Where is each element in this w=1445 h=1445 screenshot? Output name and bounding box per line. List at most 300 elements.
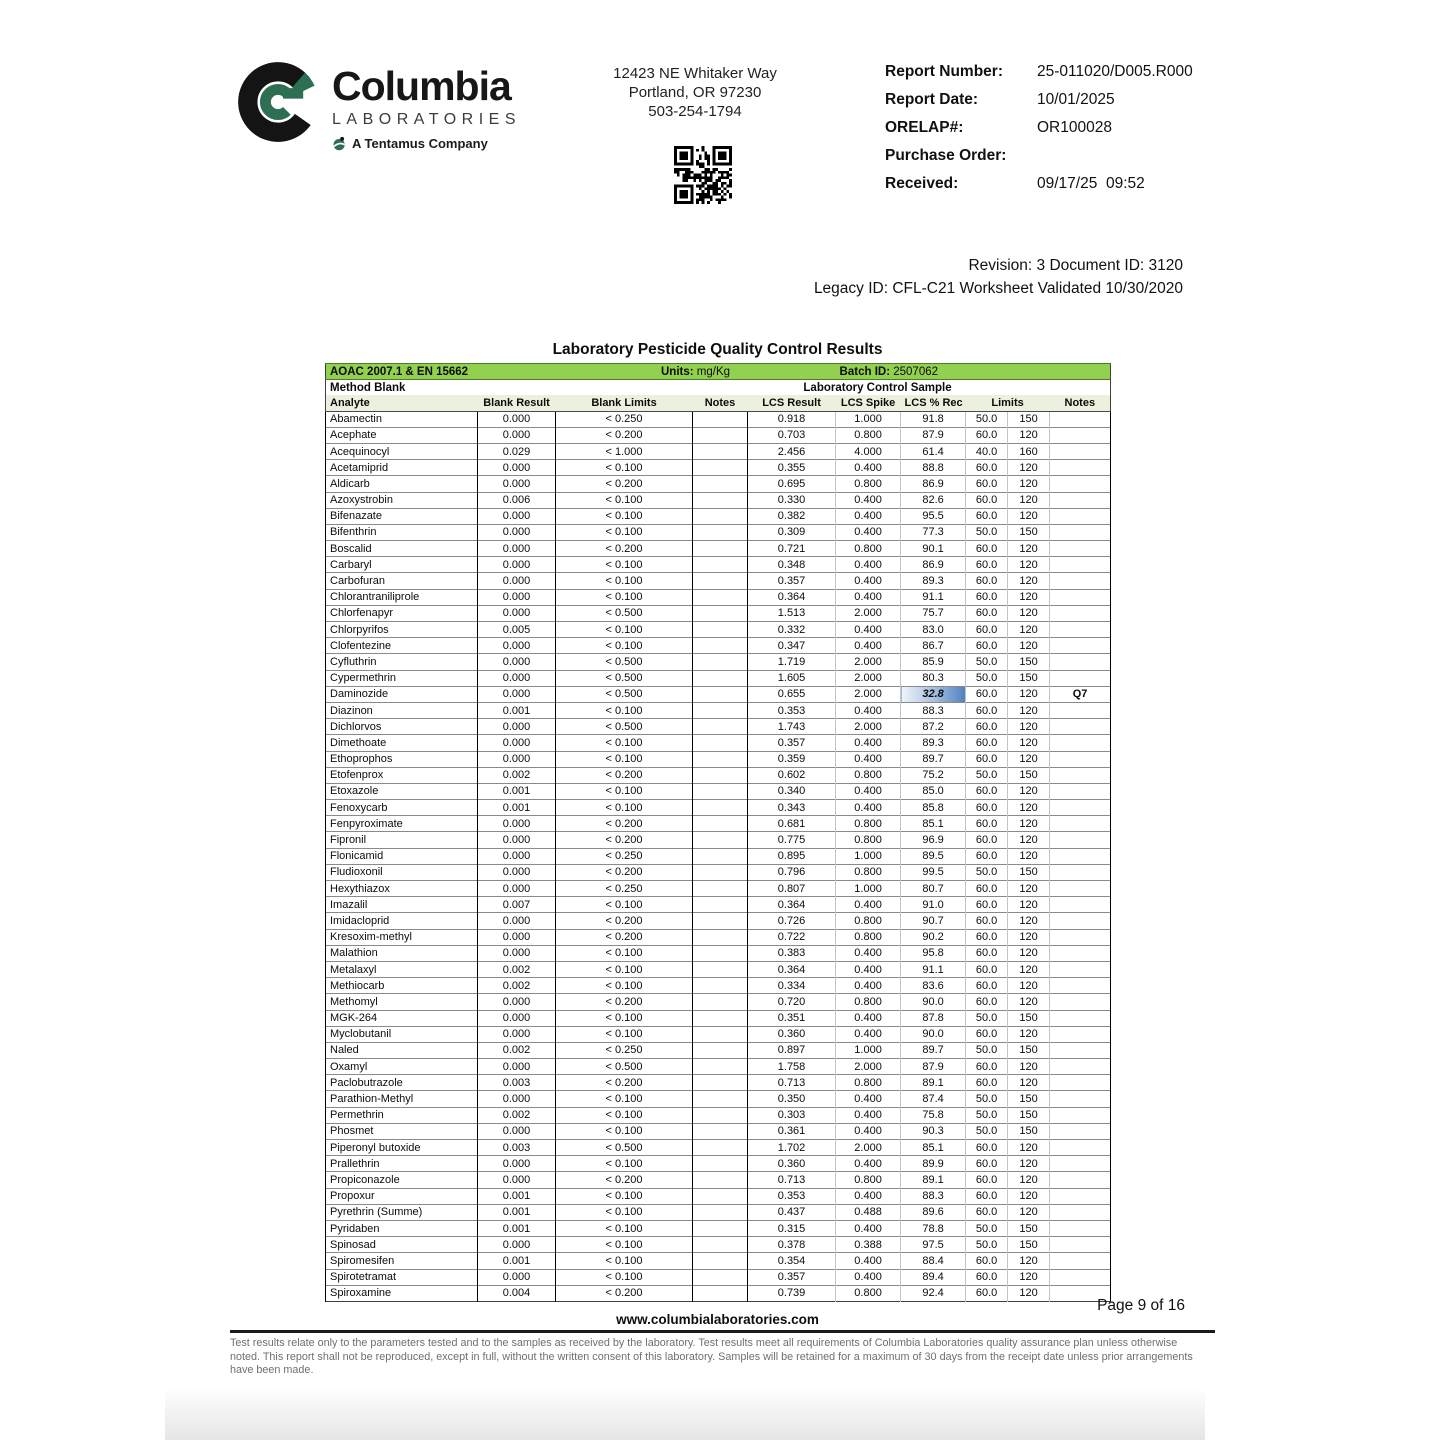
result-cell: 0.357: [748, 735, 836, 751]
address-line: 12423 NE Whitaker Way: [613, 65, 777, 82]
hi-cell: 120: [1008, 994, 1050, 1010]
hi-cell: 120: [1008, 1285, 1050, 1301]
result-cell: 0.720: [748, 994, 836, 1010]
hi-cell: 160: [1008, 443, 1050, 459]
spike-cell: 0.400: [836, 1123, 901, 1139]
result-cell: 0.334: [748, 978, 836, 994]
limit-cell: < 0.100: [556, 978, 693, 994]
spike-cell: 2.000: [836, 686, 901, 702]
mbnote-cell: [693, 541, 748, 557]
blank-cell: 0.001: [478, 1220, 556, 1236]
spike-cell: 0.400: [836, 800, 901, 816]
report-number-value: 25-011020/D005.R000: [1037, 63, 1193, 80]
received-value: 09/17/25 09:52: [1037, 175, 1145, 192]
rec-cell: 75.7: [901, 605, 966, 621]
analyte-cell: Permethrin: [326, 1107, 478, 1123]
lo-cell: 40.0: [966, 443, 1008, 459]
analyte-cell: Paclobutrazole: [326, 1075, 478, 1091]
limit-cell: < 0.100: [556, 524, 693, 540]
blank-cell: 0.000: [478, 557, 556, 573]
analyte-cell: Spiromesifen: [326, 1253, 478, 1269]
mbnote-cell: [693, 961, 748, 977]
result-cell: 0.796: [748, 864, 836, 880]
mbnote-cell: [693, 1042, 748, 1058]
mbnote-cell: [693, 1204, 748, 1220]
lo-cell: 60.0: [966, 751, 1008, 767]
hi-cell: 120: [1008, 427, 1050, 443]
rec-cell: 91.1: [901, 961, 966, 977]
mbnote-cell: [693, 427, 748, 443]
limit-cell: < 0.500: [556, 686, 693, 702]
note-cell: [1050, 1253, 1111, 1269]
rec-cell: 88.3: [901, 1188, 966, 1204]
mbnote-cell: [693, 443, 748, 459]
note-cell: [1050, 1107, 1111, 1123]
limit-cell: < 0.250: [556, 411, 693, 427]
mbnote-cell: [693, 476, 748, 492]
table-row: [326, 945, 1111, 961]
table-row: [326, 670, 1111, 686]
report-meta: [885, 63, 1193, 203]
result-cell: 0.713: [748, 1172, 836, 1188]
limit-cell: < 0.100: [556, 1269, 693, 1285]
lo-cell: 60.0: [966, 881, 1008, 897]
result-cell: 0.695: [748, 476, 836, 492]
note-cell: [1050, 1156, 1111, 1172]
spike-cell: 0.400: [836, 1010, 901, 1026]
table-row: [326, 832, 1111, 848]
result-cell: 0.360: [748, 1156, 836, 1172]
spike-cell: 0.488: [836, 1204, 901, 1220]
spike-cell: 0.800: [836, 1285, 901, 1301]
note-cell: [1050, 961, 1111, 977]
lo-cell: 60.0: [966, 1156, 1008, 1172]
lo-cell: 60.0: [966, 913, 1008, 929]
note-cell: [1050, 1075, 1111, 1091]
rec-cell: 86.9: [901, 557, 966, 573]
spike-cell: 0.400: [836, 1091, 901, 1107]
lo-cell: 60.0: [966, 945, 1008, 961]
limit-cell: < 0.100: [556, 460, 693, 476]
rec-cell: 92.4: [901, 1285, 966, 1301]
result-cell: 0.918: [748, 411, 836, 427]
limit-cell: < 0.100: [556, 1220, 693, 1236]
table-row: [326, 508, 1111, 524]
analyte-cell: Propoxur: [326, 1188, 478, 1204]
hi-cell: 120: [1008, 783, 1050, 799]
hi-cell: 120: [1008, 541, 1050, 557]
rec-cell: 87.4: [901, 1091, 966, 1107]
analyte-cell: MGK-264: [326, 1010, 478, 1026]
rec-cell: 75.8: [901, 1107, 966, 1123]
note-cell: [1050, 913, 1111, 929]
lo-cell: 60.0: [966, 460, 1008, 476]
rec-cell: 90.7: [901, 913, 966, 929]
mbnote-cell: [693, 702, 748, 718]
limit-cell: < 0.200: [556, 832, 693, 848]
analyte-cell: Imazalil: [326, 897, 478, 913]
limit-cell: < 0.200: [556, 864, 693, 880]
rec-cell: 96.9: [901, 832, 966, 848]
col-limits: Limits: [966, 395, 1050, 411]
table-row: [326, 1107, 1111, 1123]
limit-cell: < 0.100: [556, 961, 693, 977]
limit-cell: < 0.200: [556, 541, 693, 557]
analyte-cell: Methiocarb: [326, 978, 478, 994]
note-cell: [1050, 1172, 1111, 1188]
hi-cell: 120: [1008, 508, 1050, 524]
mbnote-cell: [693, 832, 748, 848]
mbnote-cell: [693, 1237, 748, 1253]
blank-cell: 0.000: [478, 1091, 556, 1107]
hi-cell: 120: [1008, 1269, 1050, 1285]
table-row: [326, 524, 1111, 540]
spike-cell: 0.400: [836, 573, 901, 589]
mbnote-cell: [693, 864, 748, 880]
rec-cell: 77.3: [901, 524, 966, 540]
hi-cell: 120: [1008, 1059, 1050, 1075]
analyte-cell: Cyfluthrin: [326, 654, 478, 670]
result-cell: 0.353: [748, 702, 836, 718]
lo-cell: 60.0: [966, 800, 1008, 816]
mbnote-cell: [693, 1140, 748, 1156]
lo-cell: 60.0: [966, 719, 1008, 735]
rec-cell: 85.9: [901, 654, 966, 670]
hi-cell: 120: [1008, 848, 1050, 864]
table-method-bar: [326, 364, 1111, 380]
blank-cell: 0.000: [478, 460, 556, 476]
limit-cell: < 0.500: [556, 654, 693, 670]
mbnote-cell: [693, 1253, 748, 1269]
table-row: [326, 719, 1111, 735]
table-row: [326, 913, 1111, 929]
table-row: [326, 1091, 1111, 1107]
rec-cell: 90.0: [901, 994, 966, 1010]
spike-cell: 0.800: [836, 832, 901, 848]
mbnote-cell: [693, 1075, 748, 1091]
website-link[interactable]: www.columbialaboratories.com: [616, 1312, 819, 1327]
spike-cell: 0.400: [836, 589, 901, 605]
hi-cell: 120: [1008, 1156, 1050, 1172]
lo-cell: 50.0: [966, 1091, 1008, 1107]
note-cell: [1050, 1204, 1111, 1220]
limit-cell: < 0.500: [556, 605, 693, 621]
blank-cell: 0.004: [478, 1285, 556, 1301]
lo-cell: 60.0: [966, 1253, 1008, 1269]
blank-cell: 0.000: [478, 524, 556, 540]
spike-cell: 2.000: [836, 654, 901, 670]
mbnote-cell: [693, 1269, 748, 1285]
blank-cell: 0.001: [478, 702, 556, 718]
hi-cell: 120: [1008, 573, 1050, 589]
blank-cell: 0.000: [478, 1172, 556, 1188]
hi-cell: 120: [1008, 702, 1050, 718]
rec-cell: 32.8: [901, 686, 966, 702]
logo-subtitle: LABORATORIES: [332, 111, 521, 128]
lo-cell: 60.0: [966, 735, 1008, 751]
spike-cell: 0.800: [836, 767, 901, 783]
blank-cell: 0.000: [478, 573, 556, 589]
blank-cell: 0.000: [478, 848, 556, 864]
mbnote-cell: [693, 897, 748, 913]
limit-cell: < 0.100: [556, 1123, 693, 1139]
spike-cell: 0.800: [836, 1075, 901, 1091]
lo-cell: 60.0: [966, 978, 1008, 994]
result-cell: 0.722: [748, 929, 836, 945]
result-cell: 1.719: [748, 654, 836, 670]
mbnote-cell: [693, 929, 748, 945]
spike-cell: 4.000: [836, 443, 901, 459]
note-cell: [1050, 832, 1111, 848]
table-row: [326, 557, 1111, 573]
rec-cell: 86.9: [901, 476, 966, 492]
rec-cell: 89.4: [901, 1269, 966, 1285]
lo-cell: 60.0: [966, 427, 1008, 443]
report-date-label: Report Date:: [885, 91, 979, 108]
table-row: [326, 735, 1111, 751]
lo-cell: 60.0: [966, 1188, 1008, 1204]
table-row: [326, 961, 1111, 977]
note-cell: [1050, 864, 1111, 880]
result-cell: 0.383: [748, 945, 836, 961]
table-row: [326, 1042, 1111, 1058]
mbnote-cell: [693, 1220, 748, 1236]
spike-cell: 0.400: [836, 1188, 901, 1204]
note-cell: [1050, 897, 1111, 913]
orelap-value: OR100028: [1037, 119, 1112, 136]
limit-cell: < 0.200: [556, 913, 693, 929]
table-row: [326, 929, 1111, 945]
mbnote-cell: [693, 994, 748, 1010]
table-row: [326, 1204, 1111, 1220]
note-cell: Q7: [1050, 686, 1111, 702]
blank-cell: 0.000: [478, 816, 556, 832]
table-row: [326, 1269, 1111, 1285]
result-cell: 0.721: [748, 541, 836, 557]
rec-cell: 75.2: [901, 767, 966, 783]
spike-cell: 0.400: [836, 978, 901, 994]
table-row: [326, 686, 1111, 702]
note-cell: [1050, 605, 1111, 621]
spike-cell: 0.800: [836, 427, 901, 443]
lab-address: [580, 64, 810, 121]
hi-cell: 150: [1008, 654, 1050, 670]
table-row: [326, 589, 1111, 605]
rec-cell: 80.3: [901, 670, 966, 686]
blank-cell: 0.000: [478, 686, 556, 702]
result-cell: 0.347: [748, 638, 836, 654]
blank-cell: 0.000: [478, 589, 556, 605]
analyte-cell: Fenoxycarb: [326, 800, 478, 816]
table-row: [326, 654, 1111, 670]
table-row: [326, 1059, 1111, 1075]
note-cell: [1050, 1269, 1111, 1285]
limit-cell: < 0.200: [556, 427, 693, 443]
rec-cell: 89.1: [901, 1075, 966, 1091]
analyte-cell: Cypermethrin: [326, 670, 478, 686]
analyte-cell: Pyrethrin (Summe): [326, 1204, 478, 1220]
table-row: [326, 1026, 1111, 1042]
analyte-cell: Flonicamid: [326, 848, 478, 864]
rec-cell: 90.2: [901, 929, 966, 945]
note-cell: [1050, 816, 1111, 832]
result-cell: 0.360: [748, 1026, 836, 1042]
limit-cell: < 0.100: [556, 1204, 693, 1220]
limit-cell: < 0.100: [556, 945, 693, 961]
spike-cell: 0.400: [836, 622, 901, 638]
blank-cell: 0.000: [478, 541, 556, 557]
table-row: [326, 881, 1111, 897]
mbnote-cell: [693, 1188, 748, 1204]
analyte-cell: Acequinocyl: [326, 443, 478, 459]
lo-cell: 50.0: [966, 767, 1008, 783]
mbnote-cell: [693, 800, 748, 816]
table-row: [326, 443, 1111, 459]
note-cell: [1050, 622, 1111, 638]
hi-cell: 120: [1008, 929, 1050, 945]
result-cell: 0.364: [748, 589, 836, 605]
blank-cell: 0.000: [478, 913, 556, 929]
analyte-cell: Bifenthrin: [326, 524, 478, 540]
table-row: [326, 1188, 1111, 1204]
hi-cell: 120: [1008, 622, 1050, 638]
note-cell: [1050, 767, 1111, 783]
result-cell: 1.605: [748, 670, 836, 686]
blank-cell: 0.006: [478, 492, 556, 508]
limit-cell: < 0.100: [556, 1010, 693, 1026]
analyte-cell: Bifenazate: [326, 508, 478, 524]
limit-cell: < 0.100: [556, 508, 693, 524]
page-title: Laboratory Pesticide Quality Control Results: [552, 341, 883, 358]
lo-cell: 50.0: [966, 864, 1008, 880]
analyte-cell: Aldicarb: [326, 476, 478, 492]
analyte-cell: Spiroxamine: [326, 1285, 478, 1301]
table-row: [326, 476, 1111, 492]
lo-cell: 60.0: [966, 1269, 1008, 1285]
limit-cell: < 0.200: [556, 1285, 693, 1301]
blank-cell: 0.002: [478, 767, 556, 783]
table-row: [326, 573, 1111, 589]
mbnote-cell: [693, 1026, 748, 1042]
blank-cell: 0.000: [478, 735, 556, 751]
table-row: [326, 1075, 1111, 1091]
note-cell: [1050, 557, 1111, 573]
blank-cell: 0.000: [478, 427, 556, 443]
lo-cell: 50.0: [966, 524, 1008, 540]
col-lcs-spike: LCS Spike: [836, 395, 901, 411]
hi-cell: 120: [1008, 686, 1050, 702]
rec-cell: 83.0: [901, 622, 966, 638]
table-row: [326, 638, 1111, 654]
rec-cell: 91.8: [901, 411, 966, 427]
result-cell: 0.681: [748, 816, 836, 832]
note-cell: [1050, 751, 1111, 767]
analyte-cell: Daminozide: [326, 686, 478, 702]
result-cell: 0.348: [748, 557, 836, 573]
purchase-order-label: Purchase Order:: [885, 147, 1007, 164]
blank-cell: 0.000: [478, 1010, 556, 1026]
blank-cell: 0.000: [478, 751, 556, 767]
note-cell: [1050, 1059, 1111, 1075]
batch-cell: [836, 364, 1111, 380]
mbnote-cell: [693, 686, 748, 702]
analyte-cell: Carbofuran: [326, 573, 478, 589]
blank-cell: 0.000: [478, 719, 556, 735]
analyte-cell: Chlorantraniliprole: [326, 589, 478, 605]
spike-cell: 0.400: [836, 524, 901, 540]
spike-cell: 1.000: [836, 881, 901, 897]
rec-cell: 78.8: [901, 1220, 966, 1236]
limit-cell: < 0.100: [556, 573, 693, 589]
result-cell: 0.359: [748, 751, 836, 767]
lo-cell: 60.0: [966, 783, 1008, 799]
blank-cell: 0.001: [478, 783, 556, 799]
spike-cell: 1.000: [836, 411, 901, 427]
note-cell: [1050, 735, 1111, 751]
spike-cell: 0.400: [836, 1253, 901, 1269]
rec-cell: 97.5: [901, 1237, 966, 1253]
lo-cell: 60.0: [966, 557, 1008, 573]
limit-cell: < 0.100: [556, 783, 693, 799]
spike-cell: 0.800: [836, 929, 901, 945]
note-cell: [1050, 638, 1111, 654]
note-cell: [1050, 670, 1111, 686]
note-cell: [1050, 654, 1111, 670]
analyte-cell: Parathion-Methyl: [326, 1091, 478, 1107]
hi-cell: 120: [1008, 1188, 1050, 1204]
limit-cell: < 0.200: [556, 476, 693, 492]
spike-cell: 0.800: [836, 1172, 901, 1188]
analyte-cell: Naled: [326, 1042, 478, 1058]
table-row: [326, 1010, 1111, 1026]
analyte-cell: Methomyl: [326, 994, 478, 1010]
limit-cell: < 0.100: [556, 1091, 693, 1107]
limit-cell: < 0.100: [556, 1237, 693, 1253]
table-row: [326, 605, 1111, 621]
disclaimer-text: Test results relate only to the parameters tested and to the samples as received by the laboratory. Test results meet all requirements of Columbia Laboratories quality assurance plan unless otherwise noted. This report shall not be reproduced, except in full, without the written consent of this laboratory. Samples will be retained for a maximum of 30 days from the receipt date unless prior arrangements have been made.: [230, 1337, 1193, 1377]
lo-cell: 60.0: [966, 897, 1008, 913]
note-cell: [1050, 492, 1111, 508]
mbnote-cell: [693, 1091, 748, 1107]
spike-cell: 0.800: [836, 913, 901, 929]
section-lcs: Laboratory Control Sample: [748, 380, 1008, 396]
blank-cell: 0.000: [478, 654, 556, 670]
section-method-blank: Method Blank: [326, 380, 748, 396]
limit-cell: < 0.100: [556, 735, 693, 751]
blank-cell: 0.000: [478, 832, 556, 848]
hi-cell: 120: [1008, 1204, 1050, 1220]
report-date-value: 10/01/2025: [1037, 91, 1115, 108]
result-cell: 0.364: [748, 961, 836, 977]
hi-cell: 120: [1008, 832, 1050, 848]
spike-cell: 1.000: [836, 1042, 901, 1058]
spike-cell: 0.800: [836, 994, 901, 1010]
table-row: [326, 1156, 1111, 1172]
limit-cell: < 0.500: [556, 1140, 693, 1156]
blank-cell: 0.000: [478, 476, 556, 492]
limit-cell: < 0.100: [556, 589, 693, 605]
spike-cell: 1.000: [836, 848, 901, 864]
result-cell: 0.309: [748, 524, 836, 540]
mbnote-cell: [693, 605, 748, 621]
analyte-cell: Hexythiazox: [326, 881, 478, 897]
revision-line: Revision: 3 Document ID: 3120: [968, 257, 1183, 274]
table-row: [326, 460, 1111, 476]
rec-cell: 87.8: [901, 1010, 966, 1026]
hi-cell: 120: [1008, 897, 1050, 913]
analyte-cell: Etofenprox: [326, 767, 478, 783]
lo-cell: 60.0: [966, 573, 1008, 589]
